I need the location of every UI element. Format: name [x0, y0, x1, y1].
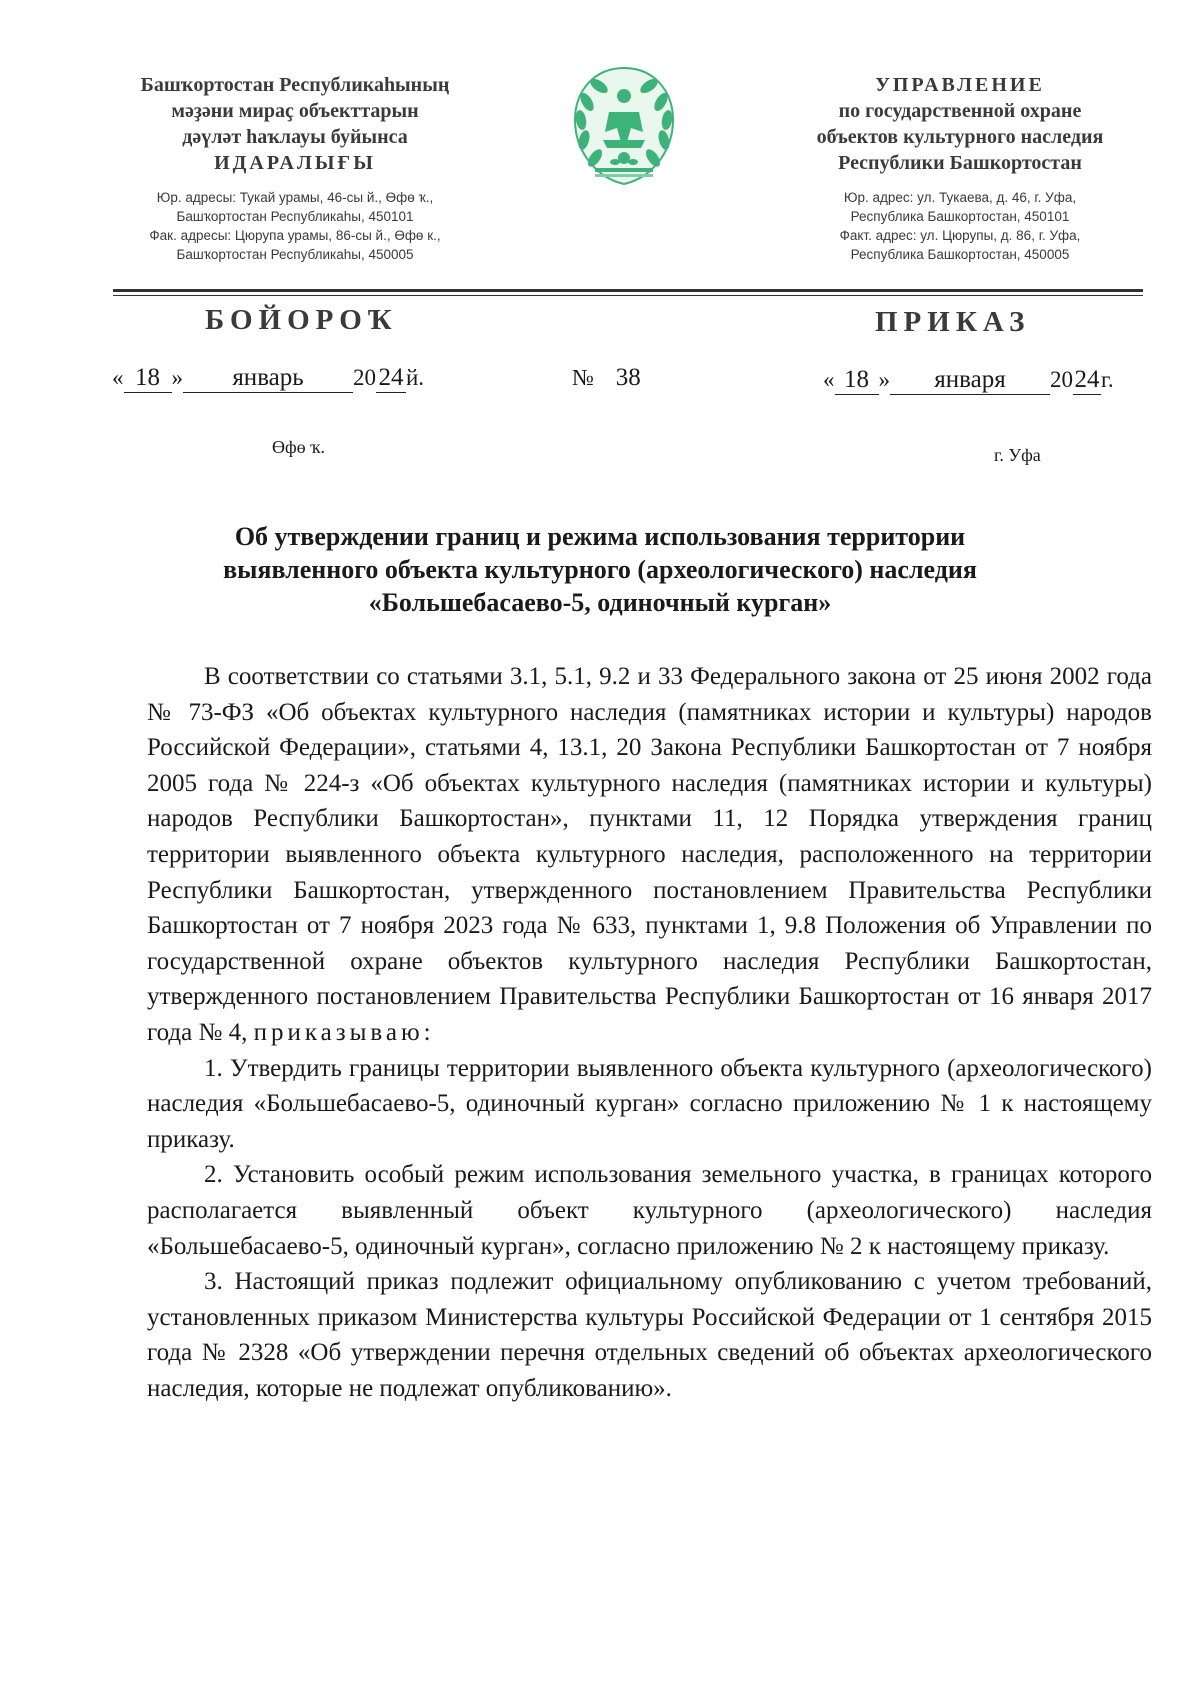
- document-title-line: Об утверждении границ и режима использования территории: [234, 522, 966, 551]
- date-left: [112, 364, 424, 393]
- right-header-line: объектов культурного наследия: [816, 126, 1104, 148]
- left-header-line: Башҡортостан Республикаһының: [140, 74, 450, 96]
- order-item: 3. Настоящий приказ подлежит официальному опубликованию с учетом требований, установленных приказом Министерства культуры Российской Федерации от 1 сентября 2015 года № 2328 «Об утверждении перечня отдельных сведений об объектах археологического наследия, которые не подлежат опубликованию».: [147, 1268, 1152, 1402]
- date-right-unit: г.: [1101, 367, 1114, 392]
- doc-type-right: ПРИКАЗ: [875, 306, 1031, 338]
- document-title-line: выявленного объекта культурного (археологического) наследия: [223, 555, 977, 584]
- header-divider: [113, 289, 1143, 292]
- order-number: [572, 364, 641, 392]
- left-address-line: Башҡортостан Республикаһы, 450005: [176, 247, 414, 262]
- left-header-line: мәҙәни мираҫ объекттарын: [171, 100, 419, 122]
- date-right-year-prefix: 20: [1050, 367, 1073, 392]
- header-divider-thin: [113, 295, 1143, 296]
- left-address-line: Юр. адресы: Тукай урамы, 46-сы й., Өфө ҡ.,: [156, 190, 434, 205]
- date-right-close: »: [878, 367, 890, 392]
- right-header-line: по государственной охране: [838, 100, 1082, 122]
- order-item: 2. Установить особый режим использования земельного участка, в границах которого располагается выявленный объект культурного (археологического) наследия «Большебасаево-5, одиночный курган», согласно приложению № 2 к настоящему приказу.: [147, 1161, 1152, 1260]
- date-right-day: 18: [835, 366, 879, 395]
- right-address-line: Республика Башкортостан, 450101: [850, 209, 1070, 224]
- right-header: [780, 72, 1140, 264]
- date-left-unit: й.: [406, 365, 425, 390]
- right-address-line: Юр. адрес: ул. Тукаева, д. 46, г. Уфа,: [843, 190, 1077, 205]
- date-left-close: »: [171, 365, 183, 390]
- place-left: Өфө ҡ.: [272, 437, 325, 457]
- date-left-day: 18: [124, 364, 172, 393]
- preamble-end: приказываю:: [253, 1018, 435, 1046]
- right-address-line: Республика Башкортостан, 450005: [850, 247, 1070, 262]
- date-right-open: «: [823, 367, 835, 392]
- right-address-line: Факт. адрес: ул. Цюрупы, д. 86, г. Уфа,: [839, 228, 1081, 243]
- left-header: [105, 72, 485, 264]
- doc-type-left: БОЙОРОҠ: [205, 304, 398, 336]
- preamble-text: В соответствии со статьями 3.1, 5.1, 9.2 и 33 Федерального закона от 25 июня 2002 года № 73-ФЗ «Об объектах культурного наследия (памятниках истории и культуры) народов Российской Федерации», статьями 4, 13.1, 20 Закона Республики Башкортостан от 7 ноября 2005 года № 224-з «Об объектах культурного наследия (памятниках истории и культуры) народов Республики Башкортостан», пунктами 11, 12 Порядка утверждения границ территории выявленного объекта культурного наследия, расположенного на территории Республики Башкортостан, утвержденного постановлением Правительства Республики Башкортостан от 7 ноября 2023 года № 633, пунктами 1, 9.8 Положения об Управлении по государственной охране объектов культурного наследия Республики Башкортостан, утвержденного постановлением Правительства Республики Башкортостан от 16 января 2017 года № 4,: [147, 663, 1152, 1046]
- place-right: г. Уфа: [994, 445, 1041, 465]
- date-left-month: январь: [183, 364, 353, 393]
- date-left-year-prefix: 20: [353, 365, 376, 390]
- date-right-month: января: [890, 366, 1050, 395]
- order-item: 1. Утвердить границы территории выявленного объекта культурного (археологического) наследия «Большебасаево-5, одиночный курган» согласно приложению № 1 к настоящему приказу.: [147, 1054, 1152, 1153]
- preamble-paragraph: [147, 659, 1152, 1051]
- coat-of-arms-emblem: [565, 62, 683, 188]
- number-sign: №: [572, 365, 594, 390]
- date-left-year-suffix: 24: [376, 364, 406, 393]
- document-title-line: «Большебасаево-5, одиночный курган»: [368, 588, 832, 617]
- left-header-line: дәүләт һаҡлауы буйынса: [182, 126, 408, 148]
- date-right: [823, 366, 1114, 395]
- document-title: [150, 520, 1050, 619]
- date-left-open: «: [112, 365, 124, 390]
- left-header-line: ИДАРАЛЫҒЫ: [214, 152, 376, 174]
- left-address-line: Фак. адресы: Цюрупа урамы, 86-сы й., Өфө к.,: [149, 228, 441, 243]
- number-value: 38: [615, 364, 641, 391]
- right-header-line: Республики Башкортостан: [838, 152, 1082, 174]
- date-right-year-suffix: 24: [1074, 366, 1100, 393]
- right-header-line: УПРАВЛЕНИЕ: [875, 74, 1045, 96]
- document-body: [147, 659, 1152, 1406]
- left-address-line: Башҡортостан Республикаһы, 450101: [176, 209, 414, 224]
